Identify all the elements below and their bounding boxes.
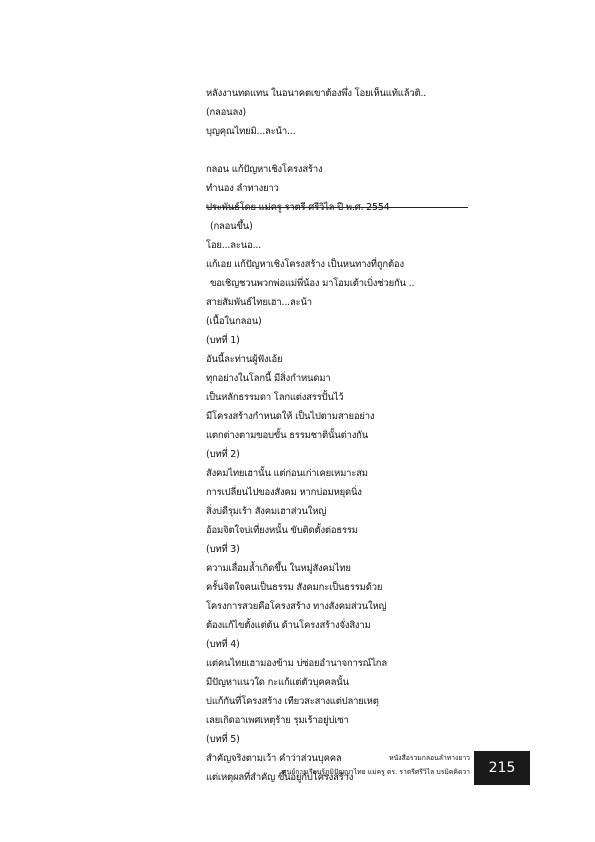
poem-line: มีโครงสร้างกำหนดให้ เป็นไปตามสายอย่าง: [206, 411, 375, 422]
poem-line: บุญคุณไทยมิ...ละน้า...: [206, 126, 296, 137]
poem-line: ต้องแก้ไขตั้งแต่ต้น ด้านโครงสร้างจั่งสิงาม: [206, 620, 371, 631]
poem-line: ครั้นจิตใจคนเป็นธรรม สังคมกะเป็นธรรมด้วย: [206, 582, 383, 593]
poem-line: (บทที่ 5): [206, 734, 240, 745]
poem-line: แก้เอย แก้ปัญหาเชิงโครงสร้าง เป็นหนทางที่ถูกต้อง: [206, 259, 404, 270]
title-underline: [206, 207, 468, 208]
poem-line: สังคมไทยเฮานั้น แต่ก่อนเก่าเคยเหมาะสม: [206, 468, 368, 479]
poem-line: หลังงานทดแทน ในอนาคตเขาต้องพึ่ง โอยเห็นแท้แล้วติ..: [206, 88, 427, 99]
poem-line: แต่เหตุผลที่สำคัญ ขึ้นอยู่กับโครงสร้าง: [206, 772, 354, 783]
page-number: 215: [488, 760, 516, 776]
poem-line: (กลอนลง): [206, 107, 247, 118]
poem-line: โอย...ละนอ...: [206, 240, 262, 251]
poem-line: บ่แก้กันที่โครงสร้าง เทียวสะสางแต่ปลายเหตุ: [206, 696, 379, 707]
page-number-box: [474, 751, 530, 785]
poem-line: (บทที่ 1): [206, 335, 240, 346]
poem-line: (บทที่ 4): [206, 639, 240, 650]
poem-line: อ้อมจิตใจบ่เที่ยงหนั้น ขับติดตั้งต่อธรรม: [206, 525, 358, 536]
poem-line: (กลอนขึ้น): [210, 221, 253, 232]
poem-line: ความเลื่อมล้ำเกิดขึ้น ในหมู่สังคมไทย: [206, 563, 351, 574]
poem-line: (บทที่ 2): [206, 449, 240, 460]
poem-line: มีปัญหาแนวใด กะแก้แต่ตัวบุคคลนั้น: [206, 677, 349, 688]
poem-line: เป็นหลักธรรมดา โลกแต่งสรรปั้นไว้: [206, 392, 344, 403]
poem-line: (เนื้อในกลอน): [206, 316, 262, 327]
footer-book-title: หนังสือรวมกลอนลำทางยาว: [389, 754, 470, 762]
poem-line: อันนี้ละท่านผู้ฟังเอ้ย: [206, 354, 283, 365]
poem-line: (บทที่ 3): [206, 544, 240, 555]
poem-line: แตกต่างตามขอบขั้น ธรรมชาตินั้นต่างกัน: [206, 430, 368, 441]
poem-line: แต่คนไทยเฮามองข้าม บ่ซ่อยอำนาจการณ์ไกล: [206, 658, 387, 669]
poem-line: กลอน แก้ปัญหาเชิงโครงสร้าง: [206, 164, 323, 175]
poem-body: [206, 84, 506, 787]
poem-line: สำคัญจริงตามเว้า คำว่าส่วนบุคคล: [206, 753, 342, 764]
page-footer: [226, 751, 470, 779]
footer-institution: ศูนย์การเรียนรู้ภูมิปัญญาไทย แม่ครู ดร. ราตรีศรีวิไล บรมิคคิดวา: [282, 768, 470, 776]
poem-line: เลยเกิดอาเพศเหตุร้าย รุมเร้าอยู่บ่เซา: [206, 715, 349, 726]
stanza-gap: [206, 141, 506, 160]
poem-line: โครงการสวยคือโครงสร้าง ทางสังคมส่วนใหญ่: [206, 601, 387, 612]
poem-line: สายสัมพันธ์ไทยเฮา...ละน้า: [206, 297, 312, 308]
poem-line: ทุกอย่างในโลกนี้ มีสิ่งกำหนดมา: [206, 373, 331, 384]
poem-line: ขอเชิญชวนพวกพ่อแม่พี่น้อง มาโอมเต้าเบิ่งช่วยกัน ..: [210, 278, 415, 289]
poem-line: สิ่งบ่ดีรุมเร้า สังคมเฮาส่วนใหญ่: [206, 506, 327, 517]
poem-line: การเปลี่ยนไปของสังคม หากบ่อมหยุดนิ่ง: [206, 487, 362, 498]
poem-line: ทำนอง ลำทางยาว: [206, 183, 279, 194]
